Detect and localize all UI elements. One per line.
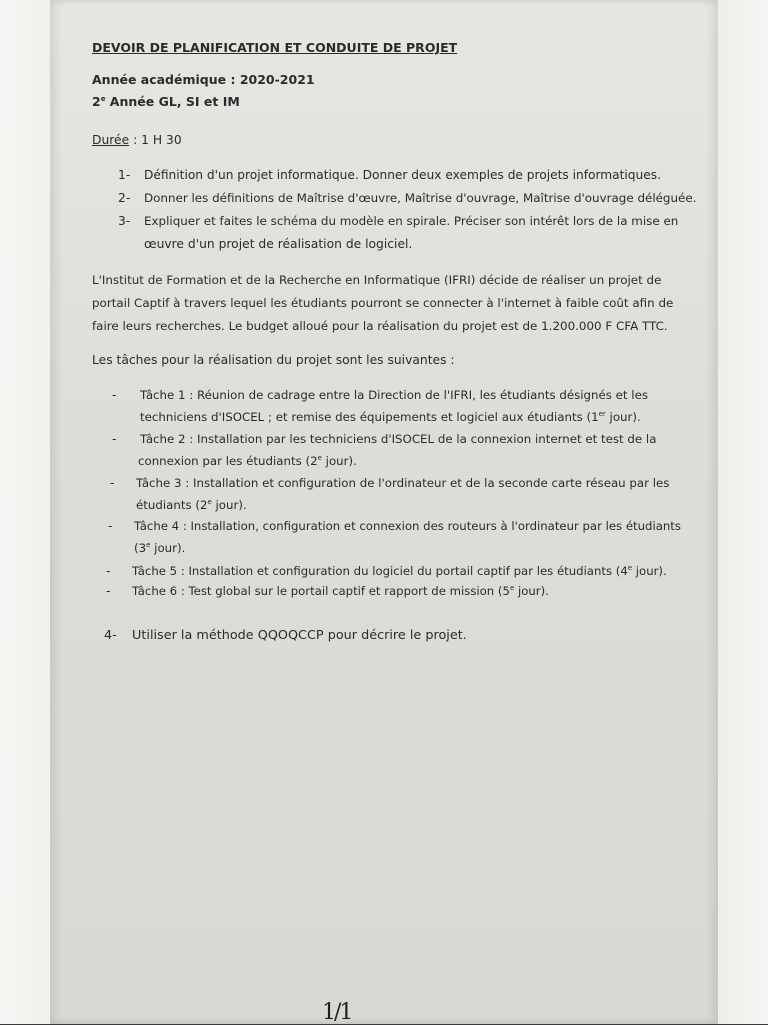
question-number: 2- (118, 191, 131, 205)
question-text: Expliquer et faites le schéma du modèle en spirale. Préciser son intérêt lors de la mise en (144, 214, 679, 228)
task-text: connexion par les étudiants (2 (138, 454, 318, 468)
question-3-continued: œuvre d'un projet de réalisation de logiciel. (144, 237, 413, 251)
question-number: 3- (118, 214, 131, 228)
page-number-mark: 1/1 (322, 1000, 352, 1025)
task-dash: - (106, 564, 111, 578)
document-title: DEVOIR DE PLANIFICATION ET CONDUITE DE PROJET (92, 40, 458, 55)
task-text: Tâche 2 : Installation par les techniciens d'ISOCEL de la connexion internet et test de la (140, 432, 657, 446)
task-text: Tâche 4 : Installation, configuration et connexion des routeurs à l'ordinateur par les étudiants (134, 519, 681, 533)
task-text-end: jour). (211, 498, 247, 512)
task-dash: - (108, 519, 113, 533)
task-text: Tâche 3 : Installation et configuration de l'ordinateur et de la seconde carte réseau par les (136, 476, 670, 490)
task-dash: - (112, 432, 117, 446)
question-text: Définition d'un projet informatique. Donner deux exemples de projets informatiques. (144, 168, 661, 182)
level-text: Année GL, SI et IM (105, 94, 240, 109)
background-right (716, 0, 768, 1024)
ordinal-superscript: e (146, 541, 151, 550)
ordinal-superscript: e (627, 564, 633, 573)
background-left (0, 0, 52, 1024)
task-text-line (132, 583, 549, 599)
context-line-1: L'Institut de Formation et de la Recherche en Informatique (IFRI) décide de réaliser un projet de (92, 273, 662, 287)
ordinal-superscript: e (207, 498, 212, 507)
task-text-end: jour). (321, 454, 357, 468)
task-text-line (132, 563, 667, 579)
task-text: Tâche 1 : Réunion de cadrage entre la Direction de l'IFRI, les étudiants désignés et les (140, 388, 648, 402)
task-text: Tâche 5 : Installation et configuration du logiciel du portail captif par les étudiants (4 (132, 564, 628, 578)
task-text-end: jour). (150, 541, 186, 555)
context-line-2: portail Captif à travers lequel les étudiants pourront se connecter à l'internet à faible coût afin de (92, 296, 674, 310)
task-text: (3 (134, 541, 147, 555)
task-dash: - (112, 388, 117, 402)
task-4-continued (134, 540, 185, 556)
duration-label: Durée (92, 133, 130, 147)
document-page (50, 0, 718, 1024)
ordinal-superscript: e (509, 584, 515, 593)
context-line-3: faire leurs recherches. Le budget alloué pour la réalisation du projet est de 1.200.000 F CFA TTC. (92, 319, 668, 333)
task-1-continued (140, 409, 641, 425)
ordinal-superscript: er (598, 410, 606, 419)
tasks-intro: Les tâches pour la réalisation du projet sont les suivantes : (92, 353, 455, 367)
task-text: Tâche 6 : Test global sur le portail captif et rapport de mission (5 (132, 584, 510, 598)
exam-duration (92, 132, 182, 148)
level-superscript: e (100, 94, 106, 103)
task-text-end: jour). (632, 564, 667, 578)
ordinal-superscript: e (317, 454, 322, 463)
student-level (92, 94, 240, 110)
question-number: 4- (104, 628, 117, 643)
duration-value: : 1 H 30 (129, 133, 182, 147)
task-dash: - (110, 476, 115, 490)
task-text-end: jour). (514, 584, 549, 598)
task-text-end: jour). (605, 410, 641, 424)
level-number: 2 (92, 94, 101, 109)
task-text: étudiants (2 (136, 498, 208, 512)
task-2-continued (138, 453, 357, 469)
academic-year: Année académique : 2020-2021 (92, 72, 315, 87)
task-dash: - (106, 584, 111, 598)
task-text: techniciens d'ISOCEL ; et remise des équipements et logiciel aux étudiants (1 (140, 410, 599, 424)
question-text: Donner les définitions de Maîtrise d'œuvre, Maîtrise d'ouvrage, Maîtrise d'ouvrage déléguée. (144, 191, 697, 205)
question-text: Utiliser la méthode QQOQCCP pour décrire le projet. (132, 628, 467, 643)
task-3-continued (136, 497, 247, 513)
question-number: 1- (118, 168, 131, 182)
